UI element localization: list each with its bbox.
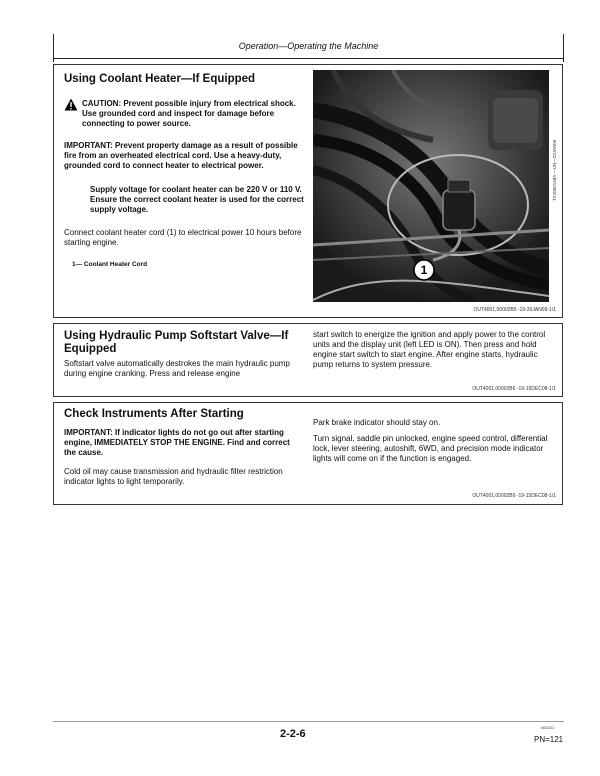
- important-label: IMPORTANT:: [64, 428, 113, 437]
- supply-voltage-note: Supply voltage for coolant heater can be 220 V or 110 V. Ensure the correct coolant heater is used for the correct supply voltage.: [90, 185, 304, 214]
- important-text: If indicator lights do not go out after starting engine, IMMEDIATELY STOP THE ENGINE. Find and correct the cause.: [64, 428, 290, 457]
- coolant-heater-photo: [313, 70, 549, 302]
- pn-number: PN=121: [534, 735, 564, 744]
- header-title: Operation—Operating the Machine: [238, 41, 379, 51]
- left-column-text: Cold oil may cause transmission and hydraulic filter restriction indicator lights to light temporarily.: [64, 467, 283, 486]
- section-heading: Using Hydraulic Pump Softstart Valve—If Equipped: [64, 330, 289, 355]
- engine-photo-illustration: [313, 70, 549, 302]
- section-coolant-heater: [53, 64, 563, 318]
- caution-text: CAUTION: Prevent possible injury from electrical shock. Use grounded cord and inspect for damage before connecting to power source.: [82, 99, 296, 128]
- park-brake-text: Park brake indicator should stay on.: [313, 418, 441, 427]
- doc-id: OUT4001,00002B9 -19-15DEC08-1/1: [472, 493, 556, 499]
- important-note: [64, 428, 304, 458]
- indicator-lights-text: Turn signal, saddle pin unlocked, engine speed control, differential lock, lever steering, autoshift, 6WD, and precision mode indicator lights will come on if the function is engaged.: [313, 434, 548, 463]
- doc-id: OUT4001,00002B6 -19-15DEC08-1/1: [472, 386, 556, 392]
- page-number: 2-2-6: [280, 728, 306, 740]
- left-column-text: Softstart valve automatically destrokes the main hydraulic pump during engine cranking. Press and release engine: [64, 359, 290, 378]
- right-column-text: start switch to energize the ignition and apply power to the control units and the display unit (left LED is ON). Then press and hold engine start switch to start engine. After engine starts, hydraulic pump returns to system pressure.: [313, 330, 546, 369]
- section-check-instruments: [53, 402, 563, 505]
- figure-legend: 1— Coolant Heater Cord: [72, 261, 148, 268]
- warning-triangle-icon: [64, 98, 78, 111]
- footer-rule: [53, 721, 564, 722]
- important-text: Prevent property damage as a result of possible fire from an overheated electrical cord. Use a heavy-duty, grounded cord to connect heater to electrical power.: [64, 141, 298, 170]
- section-heading: Using Coolant Heater—If Equipped: [64, 73, 256, 85]
- figure-id: TX1055148A —UN—23JAN09: [552, 139, 557, 201]
- instruction-text: Connect coolant heater cord (1) to electrical power 10 hours before starting engine.: [64, 228, 302, 247]
- doc-id: OUT4001,00002B5 -19-30JAN09-1/1: [473, 307, 556, 313]
- date-code: 061021: [541, 725, 555, 730]
- callout-number: 1: [420, 263, 428, 277]
- section-softstart-valve: [53, 323, 563, 397]
- important-label: IMPORTANT:: [64, 141, 113, 150]
- important-note: [64, 141, 304, 171]
- header-frame-bottom: [53, 58, 564, 59]
- section-heading: Check Instruments After Starting: [64, 408, 244, 420]
